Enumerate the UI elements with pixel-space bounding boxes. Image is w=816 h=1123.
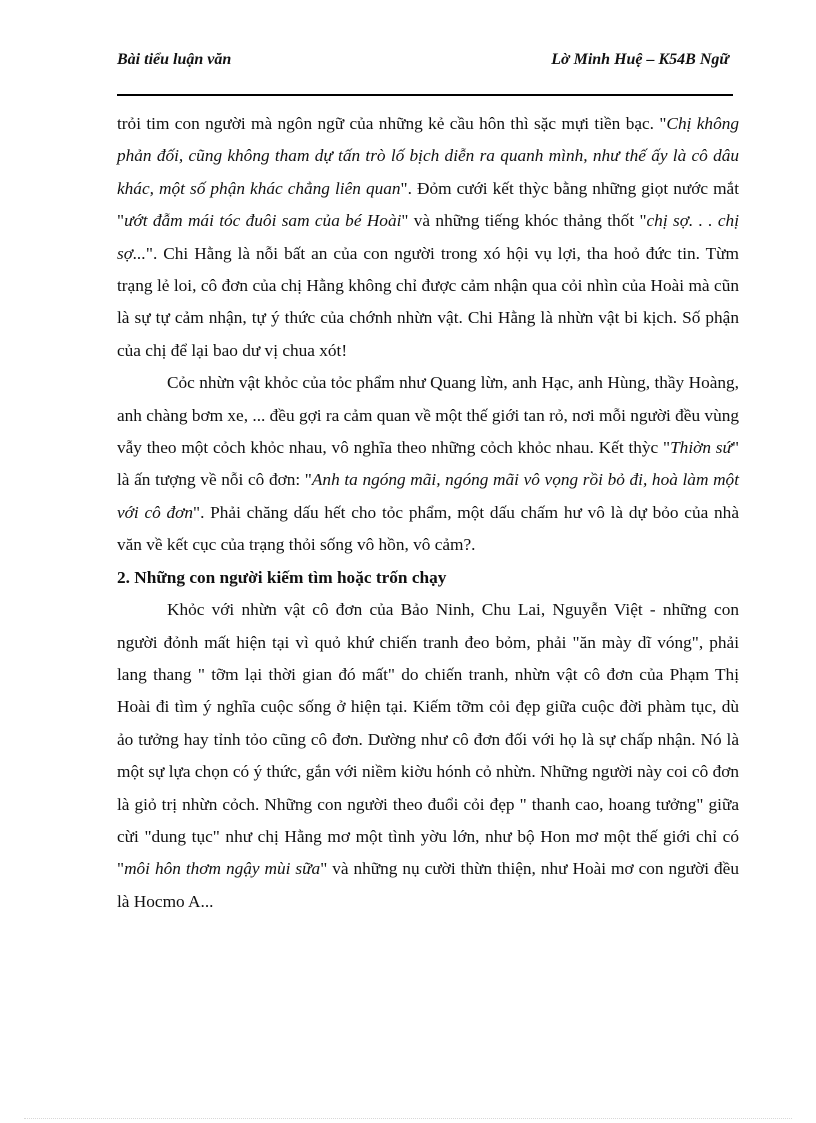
p2-text-2: " là ấn tượng về nỗi cô đơn: ": [117, 438, 739, 490]
p2-text-3: ". Phải chăng dấu hết cho tỏc phẩm, một dấu chấm hư vô là dự bỏo của nhà văn về kết cục của trạng thỏi sống vô hồn, vô cảm?.: [117, 502, 739, 555]
p1-quote-1: Chị không phản đối, cũng không tham dự tấn trò lố bịch diễn ra quanh mình, như thế ấy là cô dâu khác, một số phận khác chẳng liên quan: [117, 114, 739, 198]
paragraph-2: [117, 367, 739, 561]
p1-text-3: " và những tiếng khóc thảng thốt ": [401, 211, 647, 231]
paragraph-1: [117, 108, 739, 367]
p2-quote-1: Thiờn sứ: [670, 438, 732, 458]
p1-text-4: ". Chi Hằng là nỗi bất an của con người trong xó hội vụ lợi, tha hoỏ đức tin. Từm trạng lẻ loi, cô đơn của chị Hằng không chỉ được cảm nhận qua cỏi nhìn của Hoài mà cũn là sự tự cảm nhận, tự ý thức của chớnh nhừn vật. Chi Hằng là nhừn vật bi kịch. Số phận của chị để lại bao dư vị chua xót!: [117, 243, 739, 360]
p1-text-2: ". Đỏm cưới kết thỳc bằng những giọt nước mắt ": [117, 178, 739, 231]
section-heading: 2. Những con người kiếm tìm hoặc trốn chạy: [117, 567, 447, 587]
p3-quote-1: môi hôn thơm ngậy mùi sữa: [124, 859, 321, 879]
paragraph-3: [117, 594, 739, 918]
p3-text-1: Khỏc với nhừn vật cô đơn của Bảo Ninh, Chu Lai, Nguyễn Việt - những con người đỏnh mất hiện tại vì quỏ khứ chiến tranh đeo bỏm, phải "ăn mày dĩ vóng", phải lang thang " tỡm lại thời gian đó mất" do chiến tranh, nhừn vật cô đơn của Phạm Thị Hoài đi tìm ý nghĩa cuộc sống ở hiện tại. Kiếm tỡm cỏi đẹp giữa cuộc đời phàm tục, dù ảo tưởng hay tỉnh tỏo cũng cô đơn. Dường như cô đơn đối với họ là sự chấp nhận. Nó là một sự lựa chọn có ý thức, gắn với niềm kiờu hónh cỏ nhừn. Những người này coi cô đơn là giỏ trị nhừn cỏch. Những con người theo đuổi cỏi đẹp " thanh cao, hoang tưởng" giữa cừi "dung tục" như chị Hằng mơ một tình yờu lớn, như bộ Hon mơ một thế giới chỉ có ": [117, 600, 739, 879]
header-right-author: Lờ Minh Huệ – K54B Ngữ: [551, 51, 729, 68]
p3-text-2: " và những nụ cười thừn thiện, như Hoài mơ con người đều là Hocmo A...: [117, 859, 739, 911]
header-left-title: Bài tiểu luận văn: [117, 51, 232, 68]
p1-quote-2: ướt đẫm mái tóc đuôi sam của bé Hoài: [124, 211, 402, 231]
p1-text-1: trỏi tim con người mà ngôn ngữ của những kẻ cầu hôn thì sặc mựi tiền bạc. ": [117, 114, 667, 133]
document-body: [117, 108, 739, 918]
p2-text-1: Cỏc nhừn vật khỏc của tỏc phẩm như Quang lừn, anh Hạc, anh Hùng, thầy Hoàng, anh chàng bơm xe, ... đều gợi ra cảm quan về một thế giới tan rỏ, nơi mỗi người đều vùng vẫy theo một cỏch khỏc nhau, vô nghĩa theo những cỏch khỏc nhau. Kết thỳc ": [117, 373, 739, 458]
p1-quote-3: chị sợ. . . chị sợ...: [117, 211, 739, 263]
page-bottom-divider: [24, 1118, 792, 1119]
p2-quote-2: Anh ta ngóng mãi, ngóng mãi vô vọng rồi bỏ đi, hoà làm một với cô đơn: [117, 470, 739, 522]
page-header: [117, 50, 733, 96]
